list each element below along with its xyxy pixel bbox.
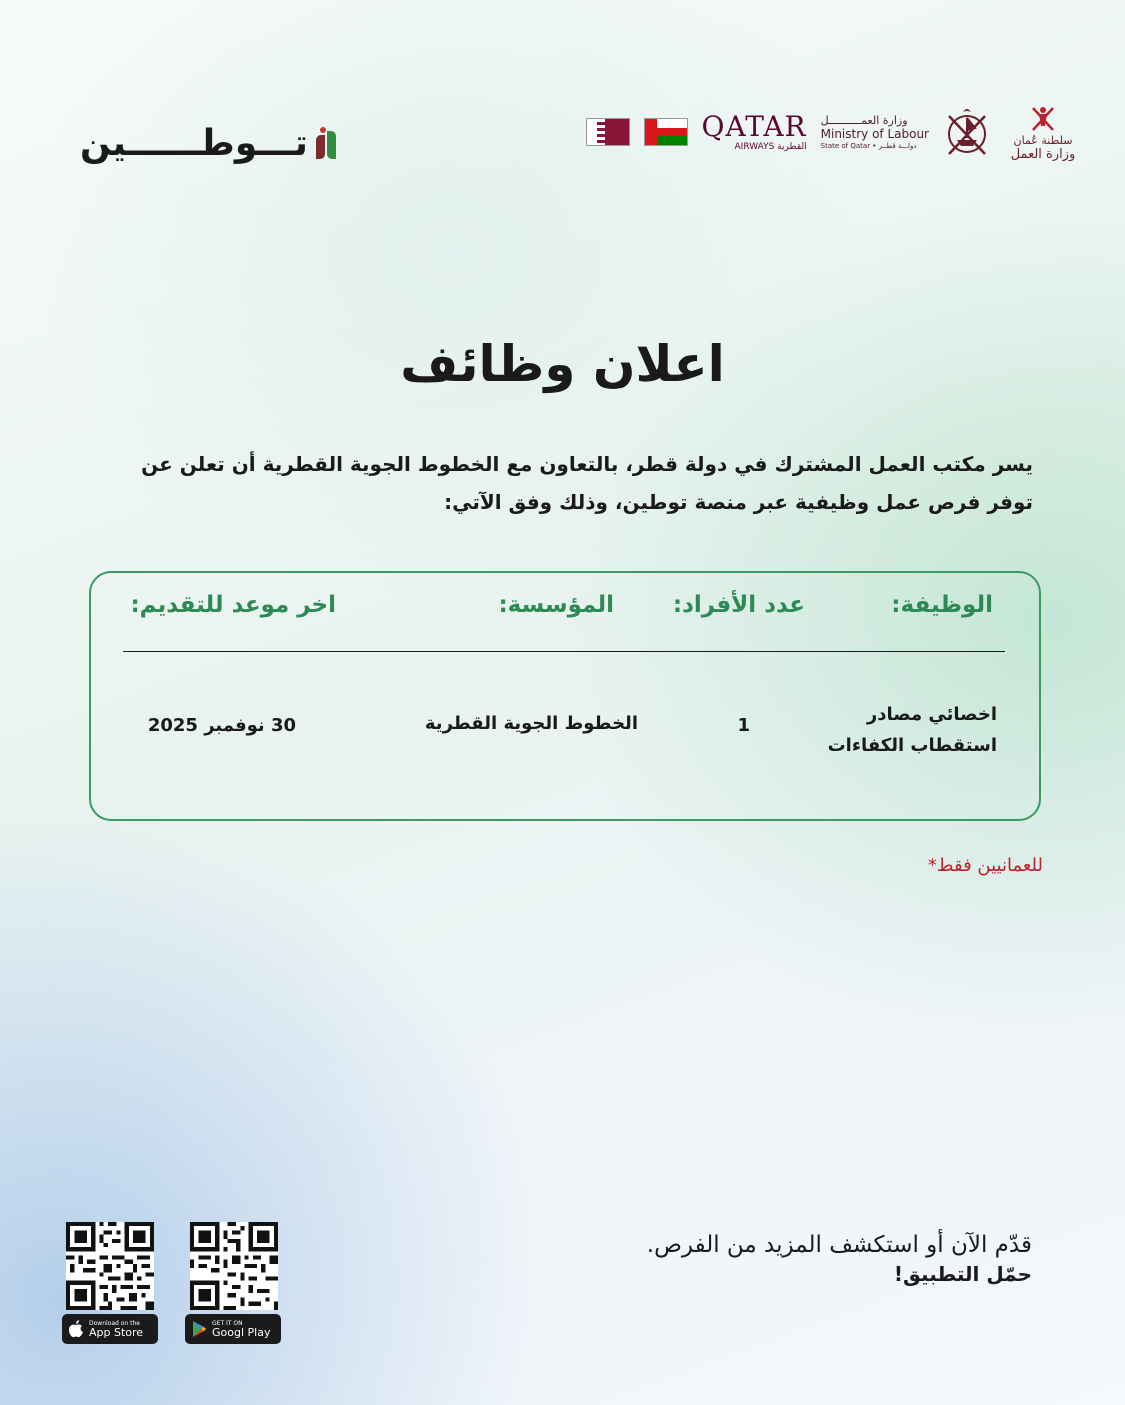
qatar-airways-wordmark: QATAR (701, 109, 807, 143)
qatar-flag-icon (586, 118, 630, 146)
cta-line2: حمّل التطبيق! (893, 1262, 1032, 1286)
google-play-icon (191, 1320, 207, 1338)
app-store-small-text: Download on the (89, 1319, 140, 1327)
ministry-english: Ministry of Labour (820, 127, 929, 142)
ministry-of-labour-logo (821, 114, 929, 150)
header-count: عدد الأفراد: (672, 592, 805, 618)
ministry-arabic: وزارة العمــــــــــل (820, 114, 908, 128)
apple-icon (68, 1320, 84, 1338)
intro-paragraph: يسر مكتب العمل المشترك في دولة قطر، بالتعاون مع الخطوط الجوية القطرية أن تعلن عن توفر فرص عمل وظيفية عبر منصة توطين، وذلك وفق الآتي: (141, 452, 1033, 514)
ministry-state: State of Qatar • دولـــة قطــر (820, 141, 917, 150)
google-play-label: Googl Play (212, 1325, 271, 1339)
google-play-button[interactable] (185, 1314, 281, 1344)
oman-emblem-icon (1029, 102, 1057, 134)
header-job: الوظيفة: (891, 592, 993, 618)
brand-name: تـــوطــــــين (80, 122, 308, 164)
app-store-label: App Store (89, 1325, 144, 1339)
header-organization: المؤسسة: (498, 592, 614, 618)
qatar-airways-subtitle: AIRWAYS القطرية (734, 141, 807, 152)
cell-deadline: 30 نوفمبر 2025 (147, 715, 296, 736)
cell-count: 1 (737, 715, 750, 736)
partner-logos (586, 96, 1081, 168)
tawteen-logo (80, 118, 342, 168)
google-play-qr-code[interactable] (190, 1222, 278, 1310)
cell-job-line1: اخصائي مصادر (866, 704, 997, 725)
oman-ministry-logo (1005, 102, 1081, 162)
page-title: اعلان وظائف (400, 335, 725, 393)
qatar-airways-logo (701, 109, 807, 152)
table-divider (123, 651, 1005, 652)
oman-sultanate-text: سلطنة عُمان (1013, 134, 1073, 147)
app-store-button[interactable] (62, 1314, 158, 1344)
tawteen-icon (316, 127, 342, 159)
app-store-qr-code[interactable] (66, 1222, 154, 1310)
cell-job-line2: استقطاب الكفاءات (827, 735, 997, 756)
header-deadline: اخر موعد للتقديم: (130, 592, 336, 618)
oman-ministry-text: وزارة العمل (1010, 147, 1076, 162)
eligibility-note: للعمانيين فقط* (927, 855, 1043, 876)
cta-line1: قدّم الآن أو استكشف المزيد من الفرص. (646, 1232, 1032, 1258)
google-play-small-text: GET IT ON (212, 1319, 243, 1327)
oman-flag-icon (644, 118, 688, 146)
cell-job (828, 699, 997, 761)
qatar-emblem-icon (943, 104, 991, 160)
cell-organization: الخطوط الجوية القطرية (424, 713, 638, 734)
call-to-action (647, 1232, 1032, 1286)
